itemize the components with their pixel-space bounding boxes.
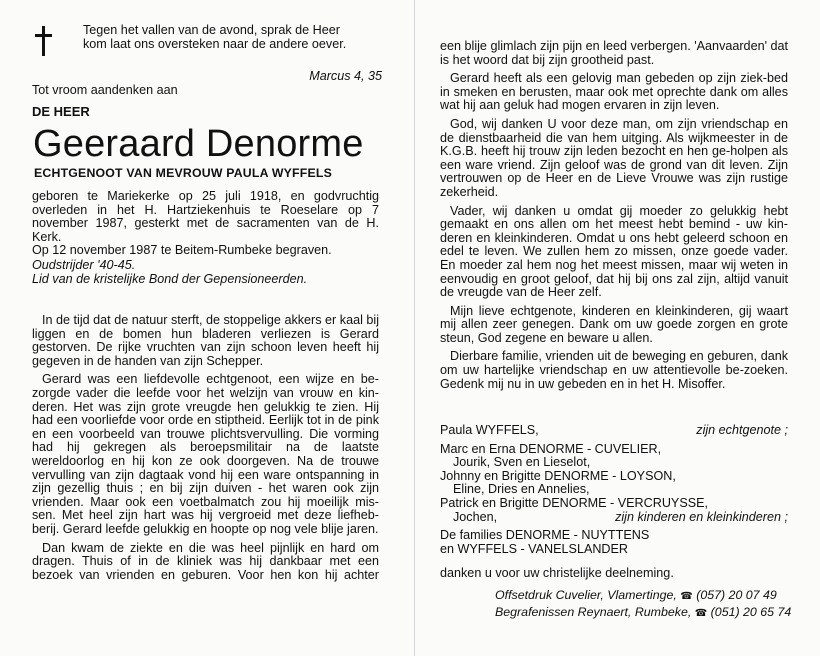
credits [495, 588, 791, 621]
child-row: Marc en Erna DENORME - CUVELIER, [440, 441, 662, 456]
printer-credit [495, 588, 791, 605]
biography [32, 190, 379, 258]
body-paragraph: Gerard was een liefdevolle echtgenoot, een wijze en be-zorgde vader die leefde voor het welzijn van vrouw en kin-deren. Het was zijn grote vreugde hen gelukkig te zien. Hij had een voorliefde voor orde en stiptheid. Eerlijk tot in de pink en een voorbeeld van trouwe plichtsvervulling. Die vorming had hij gekregen als beroepsmilitair na de laatste wereldoorlog en hij kon ze ook doorgeven. Na de trouwe vervulling van zijn dagtaak vond hij een ware ontspanning in zijn gezellig thuis ; en bij zijn duiven - het waren ook zijn vrienden. Maar ook een voetbalmatch zou hij moeilijk mis-sen. Met heel zijn hart was hij vergroeid met deze liefheb-berij. Gerard leefde gelukkig en hoopte op nog vele blije jaren. [32, 372, 379, 536]
child-row: Patrick en Brigitte DENORME - VERCRUYSSE, [440, 495, 709, 510]
thanks-line: danken u voor uw christelijke deelneming. [440, 566, 674, 580]
verse-line: kom laat ons oversteken naar de andere oever. [83, 36, 347, 51]
telephone-icon: ☎ [694, 607, 708, 619]
scripture-verse [83, 24, 383, 51]
telephone-icon: ☎ [680, 591, 693, 602]
printer-name: Offsetdruk Cuvelier, Vlamertinge, [495, 588, 677, 602]
body-paragraph: In de tijd dat de natuur sterft, de stoppelige akkers er kaal bij liggen en de bomen hun bladeren verliezen is Gerard gestorven. De rijke vruchten van zijn schoon leven heeft hij gegeven in de handen van zijn Schepper. [32, 313, 379, 368]
family-list [440, 424, 788, 556]
body-paragraph: Mijn lieve echtgenote, kinderen en kleinkinderen, gij waart mij allen zeer genegen. Dank om uw goede zorgen en grote steun, God zegene en beware u allen. [440, 303, 788, 345]
veteran-text: Oudstrijder '40-45. [32, 258, 136, 272]
funeral-credit [495, 605, 791, 622]
body-paragraph: Dan kwam de ziekte en die was heel pijnlijk en hard om dragen. Thuis of in de kliniek was hij dankbaar met een bezoek van vrienden en geburen. Voor hen kon hij achter [32, 540, 379, 582]
cross-icon [35, 26, 53, 56]
body-paragraph: Dierbare familie, vrienden uit de beweging en geburen, dank om uw hartelijke vriendschap en uw attentievolle be-zoeken. Gedenk mij nu in uw gebeden en in het H. Misoffer. [440, 349, 788, 391]
honors [32, 259, 307, 286]
right-body [440, 40, 788, 396]
continued-paragraph: een blije glimlach zijn pijn en leed verbergen. 'Aanvaarden' dat is het woord dat bij zijn grootheid past. [440, 39, 788, 67]
grandchild-name: Jochen, [453, 509, 498, 524]
spouse-name: Paula WYFFELS, [440, 423, 539, 437]
spouse-role: zijn echtgenote ; [696, 423, 788, 437]
deceased-name: Geeraard Denorme [33, 123, 364, 165]
child-row: Johnny en Brigitte DENORME - LOYSON, [440, 468, 676, 483]
funeral-phone: (051) 20 65 74 [710, 604, 792, 619]
left-body [32, 314, 379, 587]
memory-line: Tot vroom aandenken aan [32, 83, 178, 97]
funeral-name: Begrafenissen Reynaert, Rumbeke, [495, 604, 692, 619]
membership-text: Lid van de kristelijke Bond der Gepensioneerden. [32, 271, 308, 286]
printer-phone: (057) 20 07 49 [696, 588, 777, 602]
card-fold-line [414, 0, 415, 656]
body-paragraph: Vader, wij danken u omdat gij moeder zo gelukkig hebt gemaakt en ons allen om het meest hebt bemind - uw kin-deren en kleinkinderen. Omdat u ons hebt geleerd schoon en edel te leven. We zullen hem zo missen, onze goede vader. En moeder zal hem nog het meest missen, maar wij weten in eenvoudig en groot geloof, dat hij bij ons zal zijn, altijd vanuit de vreugde van de Heer zelf. [440, 203, 788, 300]
verse-line: Tegen het vallen van de avond, sprak de Heer [83, 23, 340, 37]
birth-death-text: geboren te Mariekerke op 25 juli 1918, en godvruchtig overleden in het H. Hartziekenhuis te Roeselare op 7 november 1987, gesterkt met de sacramenten van de H. Kerk. [32, 189, 379, 244]
grandchildren-row: Jourik, Sven en Lieselot, [453, 455, 591, 470]
families-row: en WYFFELS - VANELSLANDER [440, 541, 629, 556]
body-paragraph: God, wij danken U voor deze man, om zijn vriendschap en de dienstbaarheid die van hem uitging. Als wijkmeester in de K.G.B. heeft hij trouw zijn leden bezocht en hen ge-holpen als een ware vriend. Zijn geloof was de grond van dit leven. Zijn vertrouwen op de Heer en de Lieve Vrouwe was zijn rustige zekerheid. [440, 116, 788, 199]
spouse-row [440, 424, 788, 438]
title-prefix: DE HEER [32, 104, 90, 119]
verse-reference: Marcus 4, 35 [309, 69, 382, 83]
burial-text: Op 12 november 1987 te Beitem-Rumbeke begraven. [32, 243, 332, 258]
children-role: zijn kinderen en kleinkinderen ; [615, 509, 788, 524]
grandchildren-row: Eline, Dries en Annelies, [453, 482, 590, 497]
families-row: De families DENORME - NUYTTENS [440, 528, 650, 543]
body-paragraph: Gerard heeft als een gelovig man gebeden op zijn ziek-bed in smeken en berusten, maar ook met oprechte dank om alles wat hij aan geluk had mogen ervaren in zijn leven. [440, 71, 788, 113]
spouse-line: ECHTGENOOT VAN MEVROUW PAULA WYFFELS [34, 166, 332, 180]
grandchildren-row [440, 511, 788, 525]
